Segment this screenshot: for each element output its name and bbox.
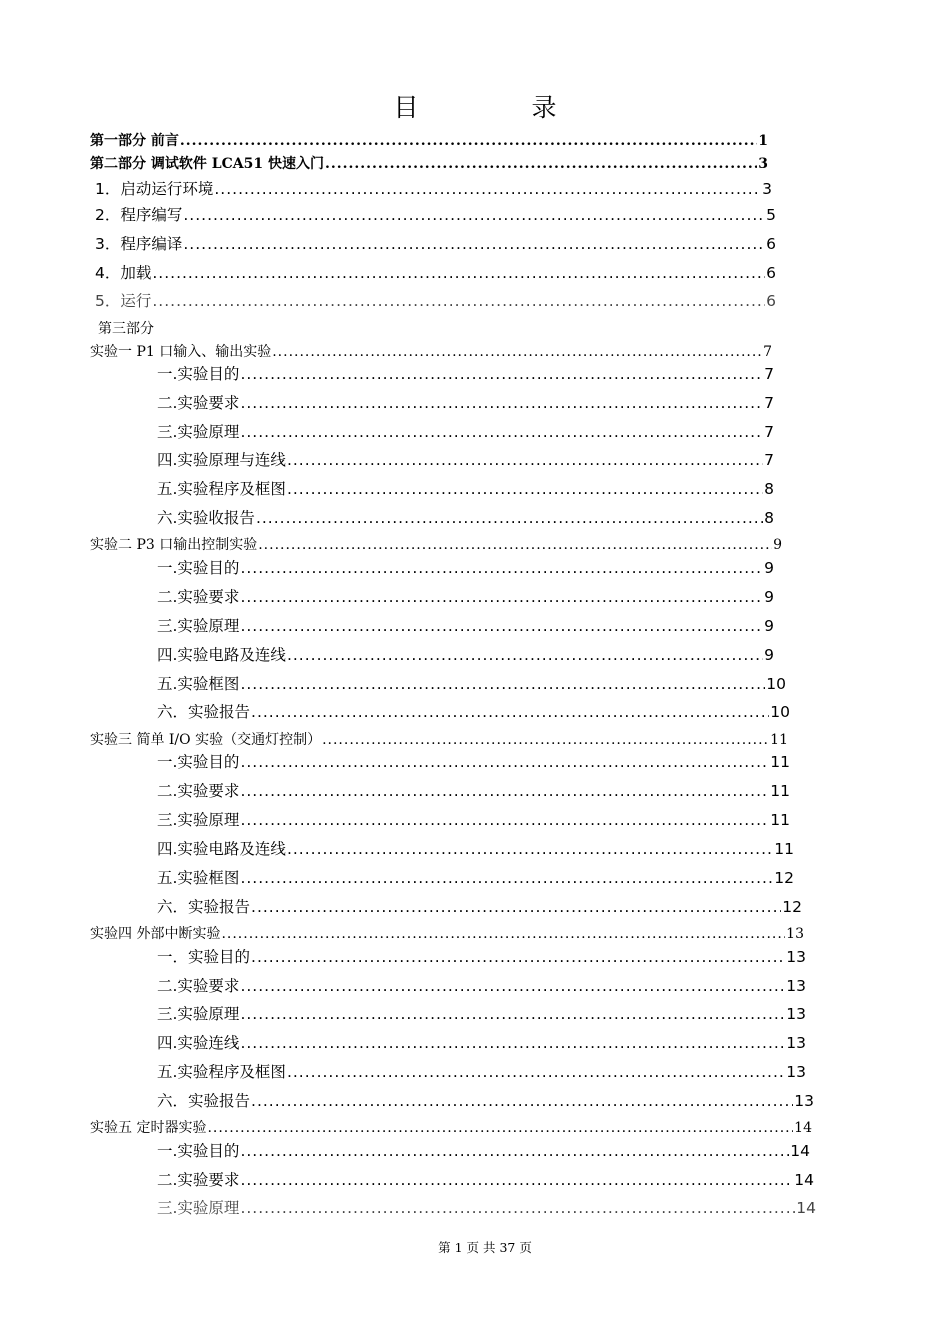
toc-leader-dots bbox=[287, 644, 763, 666]
toc-entry-label: 2．程序编写 bbox=[95, 206, 183, 224]
toc-entry-label: 1．启动运行环境 bbox=[95, 180, 214, 198]
toc-entry-label: 六．实验报告 bbox=[157, 703, 251, 721]
toc-entry-page-number: 6 bbox=[766, 235, 776, 253]
toc-entry-page-number: 14 bbox=[794, 1120, 812, 1136]
toc-entry[interactable] bbox=[98, 318, 154, 342]
toc-entry[interactable] bbox=[157, 615, 774, 639]
toc-entry-label: 3．程序编译 bbox=[95, 235, 183, 253]
toc-leader-dots bbox=[240, 363, 763, 385]
toc-leader-dots bbox=[240, 1140, 789, 1162]
toc-entry[interactable] bbox=[95, 178, 772, 202]
toc-entry-page-number: 7 bbox=[763, 344, 772, 360]
toc-entry[interactable] bbox=[157, 586, 774, 610]
toc-entry[interactable] bbox=[90, 923, 804, 947]
toc-leader-dots bbox=[180, 130, 757, 152]
toc-entry-label: 五.实验程序及框图 bbox=[157, 480, 286, 498]
toc-entry-page-number: 12 bbox=[782, 898, 802, 916]
toc-leader-dots bbox=[240, 557, 763, 579]
toc-entry-page-number: 9 bbox=[764, 588, 774, 606]
toc-entry[interactable] bbox=[90, 729, 788, 753]
toc-entry-page-number: 13 bbox=[786, 1005, 806, 1023]
toc-entry[interactable] bbox=[157, 751, 790, 775]
toc-leader-dots bbox=[240, 751, 769, 773]
toc-entry[interactable] bbox=[90, 341, 772, 365]
toc-entry-label: 实验二 P3 口输出控制实验 bbox=[90, 537, 258, 553]
toc-entry-label: 4．加载 bbox=[95, 264, 152, 282]
toc-entry-label: 一.实验目的 bbox=[157, 559, 240, 577]
toc-entry-page-number: 8 bbox=[764, 509, 774, 527]
toc-leader-dots bbox=[272, 341, 762, 363]
toc-entry[interactable] bbox=[157, 975, 806, 999]
toc-entry-label: 第二部分 调试软件 LCA51 快速入门 bbox=[90, 156, 324, 172]
toc-entry[interactable] bbox=[157, 478, 774, 502]
toc-entry-page-number: 9 bbox=[764, 617, 774, 635]
toc-entry-label: 二.实验要求 bbox=[157, 782, 240, 800]
toc-entry-page-number: 8 bbox=[764, 480, 774, 498]
toc-entry[interactable] bbox=[157, 1197, 816, 1221]
toc-entry-page-number: 14 bbox=[794, 1171, 814, 1189]
toc-entry-page-number: 13 bbox=[786, 977, 806, 995]
toc-entry-label: 三.实验原理 bbox=[157, 1199, 240, 1217]
toc-leader-dots bbox=[240, 673, 765, 695]
toc-leader-dots bbox=[287, 838, 773, 860]
toc-entry-page-number: 7 bbox=[764, 365, 774, 383]
toc-entry[interactable] bbox=[157, 673, 786, 697]
toc-entry[interactable] bbox=[157, 896, 802, 920]
toc-entry-page-number: 14 bbox=[796, 1199, 816, 1217]
toc-entry-page-number: 10 bbox=[766, 675, 786, 693]
toc-entry-label: 二.实验要求 bbox=[157, 394, 240, 412]
toc-entry-label: 二.实验要求 bbox=[157, 977, 240, 995]
toc-entry-page-number: 11 bbox=[770, 782, 790, 800]
toc-entry[interactable] bbox=[157, 1140, 810, 1164]
toc-entry-page-number: 12 bbox=[774, 869, 794, 887]
toc-leader-dots bbox=[240, 1169, 793, 1191]
toc-entry-label: 第三部分 bbox=[98, 321, 154, 337]
toc-leader-dots bbox=[240, 975, 785, 997]
toc-entry-label: 五.实验框图 bbox=[157, 675, 240, 693]
toc-entry-label: 实验五 定时器实验 bbox=[90, 1120, 207, 1136]
toc-entry-label: 三.实验原理 bbox=[157, 1005, 240, 1023]
toc-leader-dots bbox=[251, 946, 785, 968]
toc-entry[interactable] bbox=[157, 1169, 814, 1193]
toc-entry-label: 六．实验报告 bbox=[157, 898, 251, 916]
toc-entry[interactable] bbox=[157, 701, 790, 725]
toc-entry[interactable] bbox=[157, 507, 774, 531]
toc-entry-page-number: 6 bbox=[766, 292, 776, 310]
toc-entry[interactable] bbox=[157, 780, 790, 804]
toc-entry[interactable] bbox=[157, 392, 774, 416]
toc-entry[interactable] bbox=[157, 1090, 814, 1114]
toc-leader-dots bbox=[183, 233, 765, 255]
toc-leader-dots bbox=[256, 507, 763, 529]
toc-leader-dots bbox=[240, 392, 763, 414]
toc-entry[interactable] bbox=[95, 290, 776, 314]
toc-entry-label: 5．运行 bbox=[95, 292, 152, 310]
toc-entry-page-number: 5 bbox=[766, 206, 776, 224]
toc-entry-label: 六．实验报告 bbox=[157, 1092, 251, 1110]
toc-entry[interactable] bbox=[90, 130, 768, 154]
toc-entry[interactable] bbox=[157, 1032, 806, 1056]
toc-entry-page-number: 13 bbox=[786, 948, 806, 966]
toc-leader-dots bbox=[240, 867, 773, 889]
toc-entry-page-number: 7 bbox=[764, 451, 774, 469]
toc-entry-page-number: 3 bbox=[758, 156, 768, 172]
toc-leader-dots bbox=[258, 534, 772, 556]
toc-entry[interactable] bbox=[157, 1061, 806, 1085]
toc-entry-label: 一.实验目的 bbox=[157, 1142, 240, 1160]
toc-entry[interactable] bbox=[90, 1117, 812, 1141]
toc-leader-dots bbox=[152, 290, 765, 312]
page-title: 目 录 bbox=[393, 93, 601, 122]
toc-entry-page-number: 13 bbox=[794, 1092, 814, 1110]
toc-leader-dots bbox=[287, 1061, 785, 1083]
toc-entry-page-number: 11 bbox=[770, 753, 790, 771]
toc-entry-label: 一．实验目的 bbox=[157, 948, 251, 966]
toc-entry-label: 第一部分 前言 bbox=[90, 133, 179, 149]
toc-entry-label: 三.实验原理 bbox=[157, 811, 240, 829]
toc-entry-label: 三.实验原理 bbox=[157, 423, 240, 441]
toc-entry[interactable] bbox=[95, 233, 776, 257]
toc-leader-dots bbox=[287, 449, 763, 471]
toc-entry-label: 三.实验原理 bbox=[157, 617, 240, 635]
toc-entry-page-number: 6 bbox=[766, 264, 776, 282]
toc-entry-page-number: 10 bbox=[770, 703, 790, 721]
toc-leader-dots bbox=[207, 1117, 793, 1139]
toc-entry[interactable] bbox=[157, 867, 794, 891]
toc-entry-label: 一.实验目的 bbox=[157, 753, 240, 771]
toc-entry[interactable] bbox=[95, 204, 776, 228]
toc-entry[interactable] bbox=[157, 946, 806, 970]
toc-entry-label: 四.实验连线 bbox=[157, 1034, 240, 1052]
toc-entry[interactable] bbox=[157, 557, 774, 581]
toc-entry[interactable] bbox=[90, 534, 782, 558]
toc-entry[interactable] bbox=[157, 363, 774, 387]
toc-entry-page-number: 3 bbox=[762, 180, 772, 198]
toc-leader-dots bbox=[240, 1032, 785, 1054]
toc-entry[interactable] bbox=[90, 153, 768, 177]
toc-leader-dots bbox=[322, 729, 769, 751]
toc-entry-page-number: 13 bbox=[786, 1063, 806, 1081]
toc-leader-dots bbox=[240, 1003, 785, 1025]
toc-leader-dots bbox=[240, 586, 763, 608]
toc-entry-label: 五.实验框图 bbox=[157, 869, 240, 887]
toc-entry[interactable] bbox=[157, 449, 774, 473]
toc-entry-label: 实验四 外部中断实验 bbox=[90, 926, 221, 942]
toc-entry-page-number: 9 bbox=[773, 537, 782, 553]
toc-entry[interactable] bbox=[157, 838, 794, 862]
toc-entry[interactable] bbox=[95, 262, 776, 286]
toc-leader-dots bbox=[214, 178, 761, 200]
toc-leader-dots bbox=[240, 809, 769, 831]
page-footer: 第 1 页 共 37 页 bbox=[438, 1240, 532, 1255]
toc-entry[interactable] bbox=[157, 421, 774, 445]
toc-entry-label: 二.实验要求 bbox=[157, 1171, 240, 1189]
toc-entry-page-number: 7 bbox=[764, 423, 774, 441]
toc-entry-page-number: 7 bbox=[764, 394, 774, 412]
toc-leader-dots bbox=[240, 421, 763, 443]
toc-entry[interactable] bbox=[157, 1003, 806, 1027]
toc-entry-label: 一.实验目的 bbox=[157, 365, 240, 383]
toc-leader-dots bbox=[240, 780, 769, 802]
toc-leader-dots bbox=[183, 204, 765, 226]
toc-entry-page-number: 9 bbox=[764, 559, 774, 577]
toc-entry-page-number: 9 bbox=[764, 646, 774, 664]
toc-entry-page-number: 11 bbox=[770, 811, 790, 829]
toc-entry-page-number: 14 bbox=[790, 1142, 810, 1160]
toc-entry-label: 六.实验收报告 bbox=[157, 509, 255, 527]
toc-entry-page-number: 11 bbox=[774, 840, 794, 858]
toc-entry-label: 四.实验原理与连线 bbox=[157, 451, 286, 469]
toc-leader-dots bbox=[251, 701, 769, 723]
toc-entry-page-number: 11 bbox=[770, 732, 788, 748]
toc-entry-label: 实验一 P1 口输入、输出实验 bbox=[90, 344, 272, 360]
toc-entry-page-number: 13 bbox=[786, 1034, 806, 1052]
toc-leader-dots bbox=[251, 896, 781, 918]
toc-leader-dots bbox=[240, 615, 763, 637]
toc-entry-page-number: 1 bbox=[758, 133, 768, 149]
toc-leader-dots bbox=[240, 1197, 795, 1219]
toc-leader-dots bbox=[287, 478, 763, 500]
toc-leader-dots bbox=[221, 923, 785, 945]
toc-entry[interactable] bbox=[157, 644, 774, 668]
toc-entry-page-number: 13 bbox=[786, 926, 804, 942]
toc-leader-dots bbox=[325, 153, 757, 175]
toc-entry-label: 实验三 简单 I/O 实验（交通灯控制） bbox=[90, 732, 322, 748]
toc-entry[interactable] bbox=[157, 809, 790, 833]
toc-entry-label: 二.实验要求 bbox=[157, 588, 240, 606]
toc-entry-label: 四.实验电路及连线 bbox=[157, 840, 286, 858]
toc-entry-label: 四.实验电路及连线 bbox=[157, 646, 286, 664]
toc-leader-dots bbox=[251, 1090, 793, 1112]
toc-leader-dots bbox=[152, 262, 765, 284]
toc-entry-label: 五.实验程序及框图 bbox=[157, 1063, 286, 1081]
